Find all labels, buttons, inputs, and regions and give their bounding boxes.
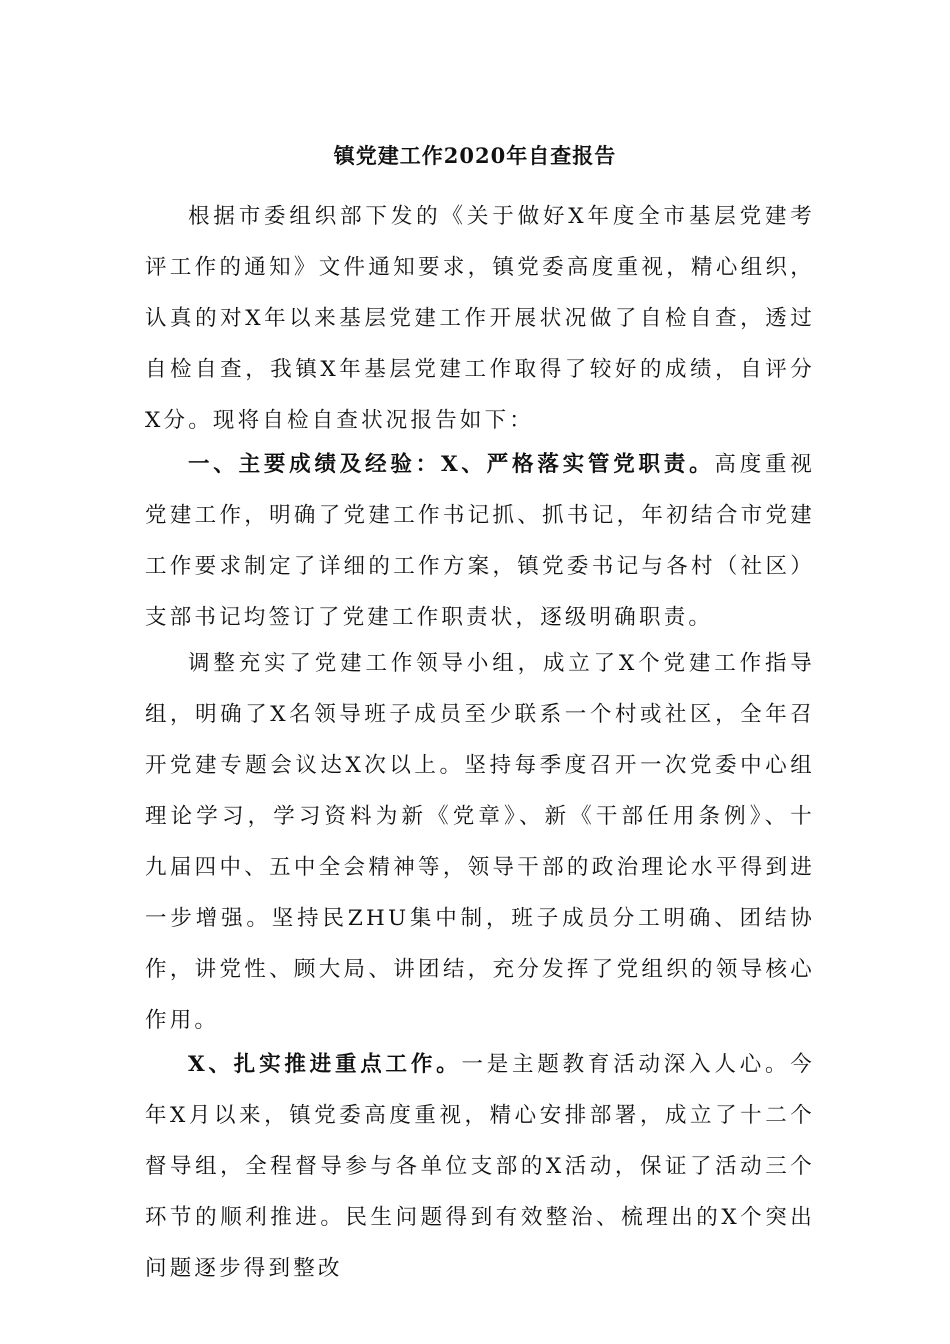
paragraph-body bbox=[145, 439, 815, 643]
section-heading: 一、主要成绩及经验：X、严格落实管党职责。 bbox=[188, 452, 715, 477]
paragraph-text: 高度重视党建工作，明确了党建工作书记抓、抓书记，年初结合市党建工作要求制定了详细的工作方案，镇党委书记与各村（社区）支部书记均签订了党建工作职责状，逐级明确职责。 bbox=[145, 452, 815, 630]
section-heading: X、扎实推进重点工作。 bbox=[188, 1052, 462, 1077]
paragraph-text: 一是主题教育活动深入人心。今年X月以来，镇党委高度重视，精心安排部署，成立了十二个督导组，全程督导参与各单位支部的X活动，保证了活动三个环节的顺利推进。民生问题得到有效整治、梳理出的X个突出问题逐步得到整改 bbox=[145, 1052, 815, 1281]
paragraph-text: 根据市委组织部下发的《关于做好X年度全市基层党建考评工作的通知》文件通知要求，镇党委高度重视，精心组织，认真的对X年以来基层党建工作开展状况做了自检自查，透过自检自查，我镇X年基层党建工作取得了较好的成绩，自评分X分。现将自检自查状况报告如下： bbox=[145, 204, 815, 433]
paragraph-key-work bbox=[145, 1039, 815, 1294]
paragraph-intro bbox=[145, 191, 815, 446]
paragraph-body bbox=[145, 1039, 815, 1294]
paragraph-leadership bbox=[145, 638, 815, 1046]
document-title: 镇党建工作2020年自查报告 bbox=[333, 143, 617, 168]
paragraph-section-one bbox=[145, 439, 815, 643]
paragraph-text: 调整充实了党建工作领导小组，成立了X个党建工作指导组，明确了X名领导班子成员至少联系一个村或社区，全年召开党建专题会议达X次以上。坚持每季度召开一次党委中心组理论学习，学习资料为新《党章》、新《干部任用条例》、十九届四中、五中全会精神等，领导干部的政治理论水平得到进一步增强。坚持民ZHU集中制，班子成员分工明确、团结协作，讲党性、顾大局、讲团结，充分发挥了党组织的领导核心作用。 bbox=[145, 651, 815, 1033]
